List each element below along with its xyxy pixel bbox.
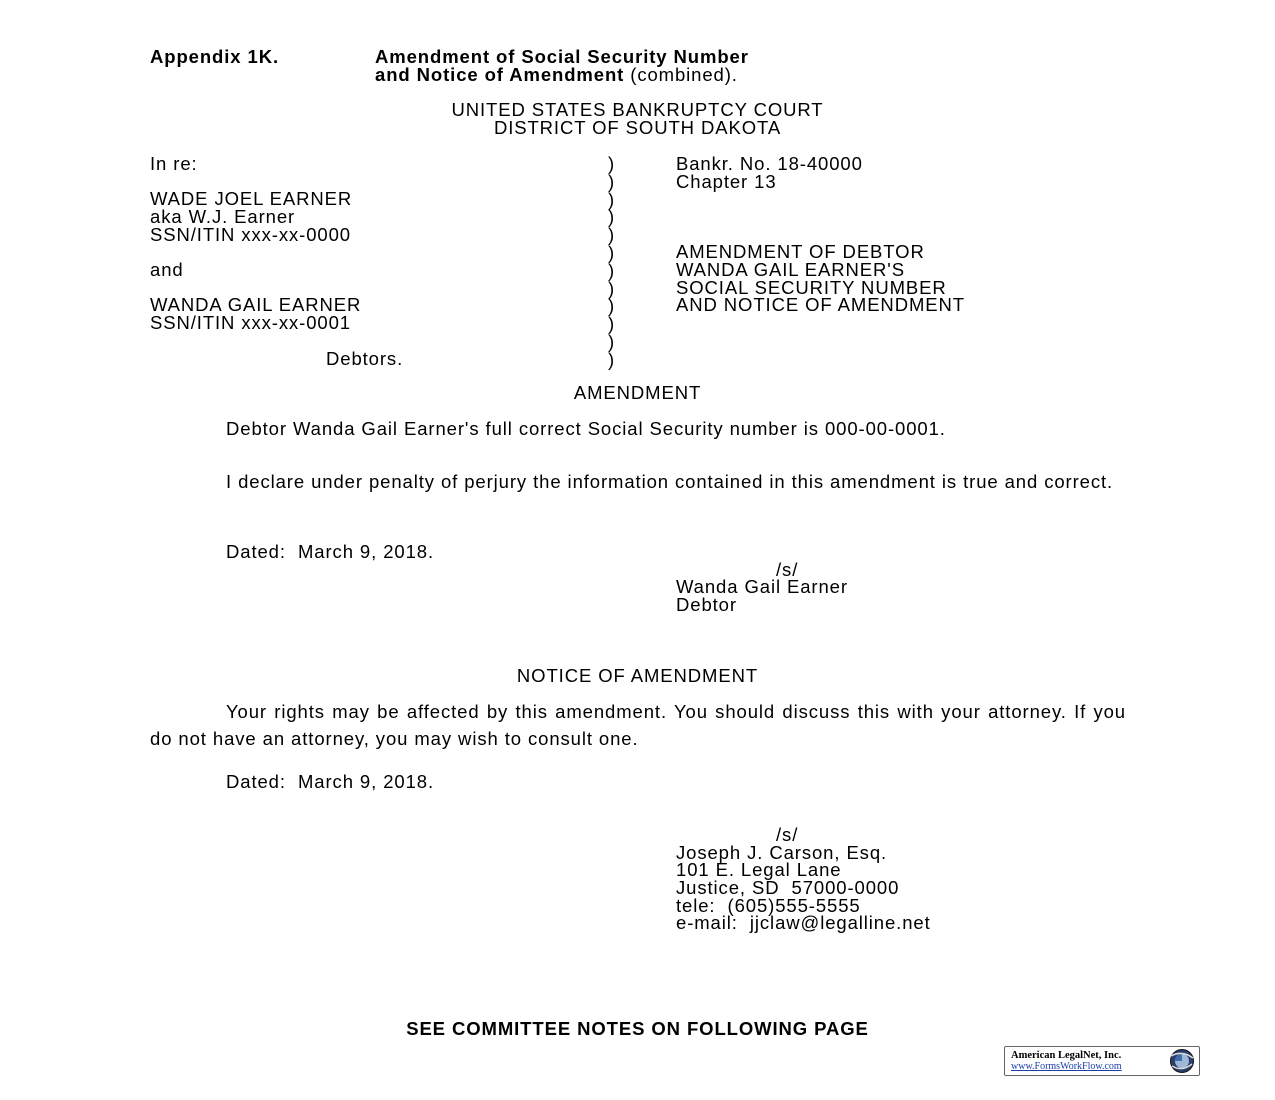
doc-title-line: AND NOTICE OF AMENDMENT xyxy=(676,294,965,315)
debtor1-name: WADE JOEL EARNER xyxy=(150,188,353,209)
caption-paren: ) xyxy=(608,259,616,281)
debtors-label: Debtors. xyxy=(326,348,404,369)
caption-divider xyxy=(608,155,618,369)
appendix-label: Appendix 1K. xyxy=(150,46,280,67)
court-district: DISTRICT OF SOUTH DAKOTA xyxy=(493,117,782,138)
notice-dated: Dated: March 9, 2018. xyxy=(226,771,434,792)
doc-title-line: WANDA GAIL EARNER'S xyxy=(676,259,905,280)
notice-text: Your rights may be affected by this amendment. You should discuss this with your attorney. If you do not have an attorney, you may wish to consult one. xyxy=(150,701,1126,749)
caption-paren: ) xyxy=(608,206,616,228)
amendment-heading: AMENDMENT xyxy=(573,382,702,403)
debtor-signature: /s/ xyxy=(776,559,799,580)
signer-role: Debtor xyxy=(676,594,737,615)
signer-name: Wanda Gail Earner xyxy=(676,576,848,597)
caption-paren: ) xyxy=(608,277,616,299)
debtor1-aka: aka W.J. Earner xyxy=(150,206,296,227)
logo-website-link[interactable]: www.FormsWorkFlow.com xyxy=(1011,1061,1122,1072)
court-name: UNITED STATES BANKRUPTCY COURT xyxy=(451,99,824,120)
declaration-text: I declare under penalty of perjury the information contained in this amendment is true and correct. xyxy=(226,471,1114,492)
amendment-dated: Dated: March 9, 2018. xyxy=(226,541,434,562)
attorney-email: e-mail: jjclaw@legalline.net xyxy=(676,912,931,933)
declaration-paragraph xyxy=(150,468,1126,495)
american-legalnet-logo[interactable] xyxy=(1004,1046,1200,1076)
debtor2-ssn: SSN/ITIN xxx-xx-0001 xyxy=(150,312,351,333)
caption-paren: ) xyxy=(608,170,616,192)
notice-paragraph xyxy=(150,698,1126,752)
and-label: and xyxy=(150,259,184,280)
chapter: Chapter 13 xyxy=(676,171,777,192)
caption-paren: ) xyxy=(608,241,616,263)
logo-company-name: American LegalNet, Inc. xyxy=(1011,1050,1122,1061)
committee-notes-footer: SEE COMMITTEE NOTES ON FOLLOWING PAGE xyxy=(406,1018,869,1039)
doc-title-line: AMENDMENT OF DEBTOR xyxy=(676,241,925,262)
caption-paren: ) xyxy=(608,153,616,174)
appendix-title-line1: Amendment of Social Security Number xyxy=(375,46,749,67)
appendix-title-line2-bold: and Notice of Amendment xyxy=(375,64,625,85)
attorney-name: Joseph J. Carson, Esq. xyxy=(676,842,888,863)
debtor1-ssn: SSN/ITIN xxx-xx-0000 xyxy=(150,224,351,245)
notice-heading: NOTICE OF AMENDMENT xyxy=(516,665,759,686)
caption-paren: ) xyxy=(608,224,616,246)
attorney-phone: tele: (605)555-5555 xyxy=(676,895,861,916)
appendix-title-line2-rest: (combined). xyxy=(624,64,738,85)
caption-paren: ) xyxy=(608,295,616,317)
amendment-statement: Debtor Wanda Gail Earner's full correct Social Security number is 000-00-0001. xyxy=(226,418,946,439)
attorney-address1: 101 E. Legal Lane xyxy=(676,859,842,880)
caption-paren: ) xyxy=(608,348,616,370)
globe-icon xyxy=(1169,1048,1195,1074)
attorney-address2: Justice, SD 57000-0000 xyxy=(676,877,900,898)
appendix-title-line2 xyxy=(375,66,738,84)
doc-title-line: SOCIAL SECURITY NUMBER xyxy=(676,277,947,298)
in-re-label: In re: xyxy=(150,153,198,174)
debtor2-name: WANDA GAIL EARNER xyxy=(150,294,362,315)
caption-paren: ) xyxy=(608,330,616,352)
attorney-signature: /s/ xyxy=(776,824,799,845)
case-number: Bankr. No. 18-40000 xyxy=(676,153,863,174)
caption-paren: ) xyxy=(608,188,616,210)
caption-paren: ) xyxy=(608,313,616,335)
